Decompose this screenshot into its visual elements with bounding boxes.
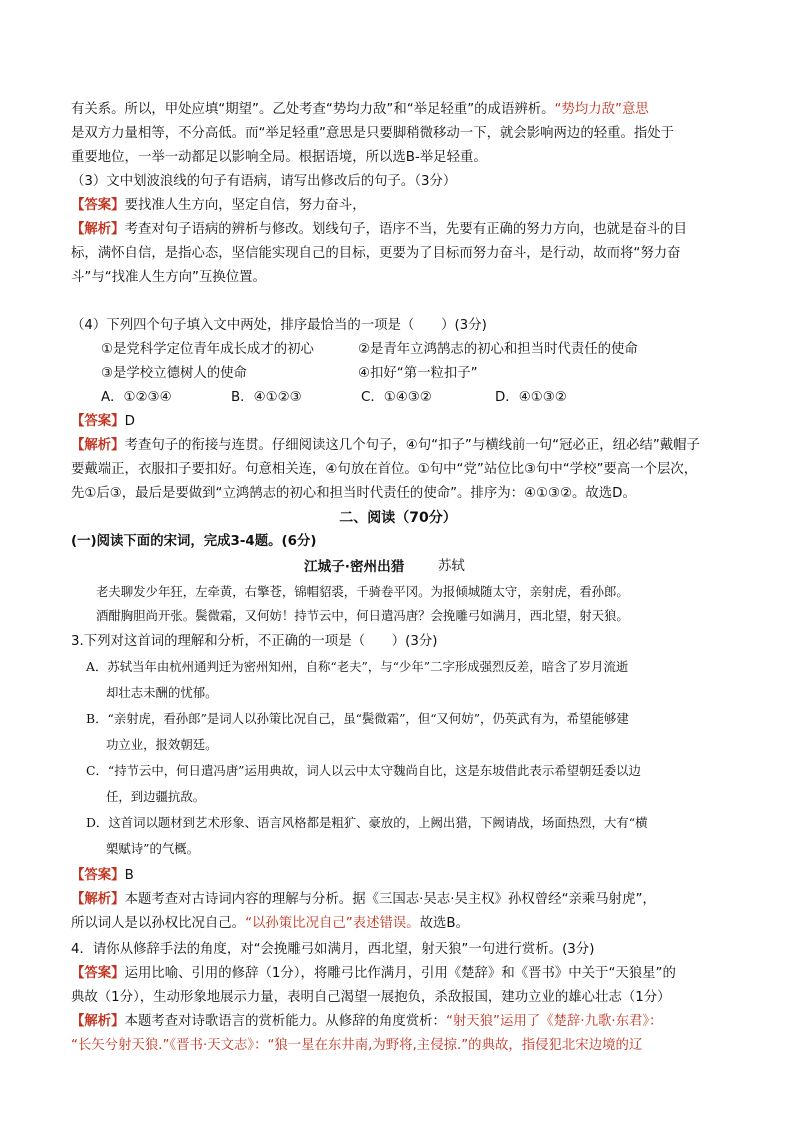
poem-author: 苏轼 [438, 559, 465, 574]
question-3-stem: 3.下列对这首词的理解和分析，不正确的一项是（ ）(3分) [71, 634, 438, 649]
poem-line: 酒酣胸胆尚开张。鬓微霜，又何妨！持节云中，何日遣冯唐？会挽雕弓如满月，西北望，射天狼。 [96, 608, 629, 623]
analysis-line: 【解析】本题考查对诗歌语言的赏析能力。从修辞的角度赏析：“射天狼”运用了《楚辞·九歌·东君》： [71, 1014, 663, 1029]
sentence-option-2: ②是青年立鸿鹄志的初心和担当时代责任的使命 [358, 342, 638, 357]
subsection-title: (一)阅读下面的宋词，完成3-4题。(6分) [71, 534, 317, 549]
question-4-stem: 4．请你从修辞手法的角度，对“会挽雕弓如满月，西北望，射天狼”一句进行赏析。(3分) [71, 942, 595, 957]
choice-b: B．④①②③ [231, 390, 302, 405]
answer-line: 【答案】B [71, 868, 134, 883]
analysis-line: 【解析】考查对句子语病的辨析与修改。划线句子，语序不当，先要有正确的努力方向，也就是奋斗的目 [71, 222, 687, 237]
analysis-line: 斗”与“找准人生方向”互换位置。 [71, 270, 266, 285]
choice-b-cont: 功立业，报效朝廷。 [106, 737, 218, 752]
sentence-option-4: ④扣好“第一粒扣子” [358, 366, 478, 381]
choice-d: D．④①③② [495, 390, 567, 405]
choice-d-cont: 槊赋诗”的气概。 [106, 841, 200, 856]
section-title: 二、阅读（70分） [339, 510, 457, 526]
choice-c: C．①④③② [361, 390, 432, 405]
answer-line: 【答案】要找准人生方向，坚定自信，努力奋斗， [71, 198, 366, 213]
analysis-line: 【解析】本题考查对古诗词内容的理解与分析。据《三国志·吴志·吴主权》孙权曾经“亲乘马射虎”， [71, 892, 656, 907]
choice-d: D．这首词以题材到艺术形象、语言风格都是粗犷、豪放的，上阙出猎，下阙请战，场面热烈，大有“横 [86, 815, 648, 830]
analysis-line: “长矢兮射天狼.”《晋书·天文志》：“狼一星在东井南,为野将,主侵掠.”的典故，指侵犯北宋边境的辽 [71, 1038, 643, 1053]
analysis-line: 先①后③，最后是要做到“立鸿鹄志的初心和担当时代责任的使命”。排序为：④①③②。故选D。 [71, 486, 636, 501]
choice-b: B．“亲射虎，看孙郎”是词人以孙策比况自己，虽“鬓微霜”，但“又何妨”，仍英武有为，希望能够建 [86, 711, 629, 726]
choice-a: A．①②③④ [101, 390, 172, 405]
analysis-line: 【解析】考查句子的衔接与连贯。仔细阅读这几个句子，④句“扣子”与横线前一句“冠必正，纽必结”戴帽子 [71, 438, 700, 453]
analysis-line: 要戴端正，衣服扣子要扣好。句意相关连，④句放在首位。①句中“党”站位比③句中“学校”要高一个层次， [71, 462, 698, 477]
choice-a-cont: 却壮志未酬的忧郁。 [106, 685, 218, 700]
sentence-option-3: ③是学校立德树人的使命 [101, 366, 247, 381]
answer-line: 【答案】运用比喻、引用的修辞（1分），将雕弓比作满月，引用《楚辞》和《晋书》中关于“天狼星”的 [71, 966, 676, 981]
choice-c: C．“持节云中，何日遣冯唐”运用典故，词人以云中太守魏尚自比，这是东坡借此表示希望朝廷委以边 [86, 763, 641, 778]
analysis-line: 标，满怀自信，是指心态，坚信能实现自己的目标，更要为了目标而努力奋斗，是行动，故而将“努力奋 [71, 246, 681, 261]
paragraph-line: 有关系。所以，甲处应填“期望”。乙处考查“势均力敌”和“举足轻重”的成语辨析。“势均力敌”意思 [71, 102, 649, 117]
sentence-option-1: ①是党科学定位青年成长成才的初心 [101, 342, 314, 357]
question-3: （3）文中划波浪线的句子有语病，请写出修改后的句子。（3分） [71, 174, 457, 189]
poem-line: 老夫聊发少年狂，左牵黄，右擎苍，锦帽貂裘，千骑卷平冈。为报倾城随太守，亲射虎，看孙郎。 [96, 584, 629, 599]
analysis-line: 所以词人是以孙权比况自己。“以孙策比况自己”表述错误。故选B。 [71, 916, 469, 931]
paragraph-line: 重要地位，一举一动都足以影响全局。根据语境，所以选B-举足轻重。 [71, 150, 487, 165]
choice-a: A．苏轼当年由杭州通判迁为密州知州，自称“老夫”，与“少年”二字形成强烈反差，暗含了岁月流逝 [86, 659, 629, 674]
answer-line: 【答案】D [71, 414, 135, 429]
paragraph-line: 是双方力量相等，不分高低。而“举足轻重”意思是只要脚稍微移动一下，就会影响两边的轻重。指处于 [71, 126, 675, 141]
answer-line: 典故（1分），生动形象地展示力量，表明自己渴望一展抱负，杀敌报国，建功立业的雄心壮志（1分） [71, 990, 671, 1005]
question-4: （4）下列四个句子填入文中两处，排序最恰当的一项是（ ）(3分) [71, 318, 487, 333]
choice-c-cont: 任，到边疆抗敌。 [106, 789, 206, 804]
poem-title: 江城子·密州出猎 [304, 559, 405, 575]
